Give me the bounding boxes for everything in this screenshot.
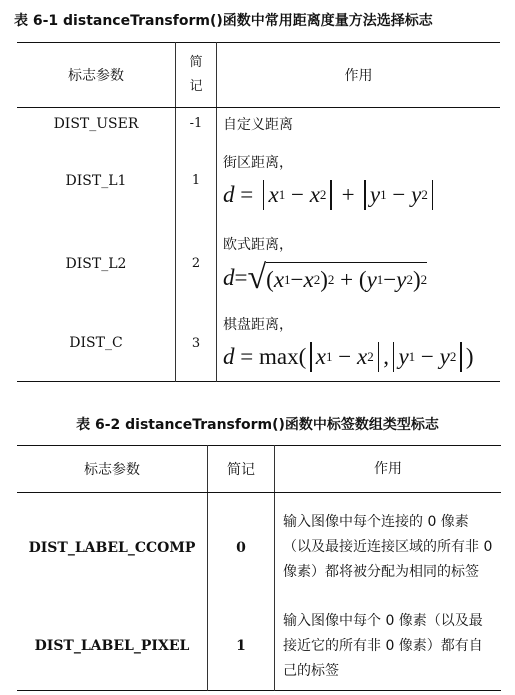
header-usage: 作用 [217,43,501,108]
flag-cell: DIST_LABEL_CCOMP [17,493,208,603]
usage-cell [217,306,501,382]
table-row [17,108,500,140]
flag-cell: DIST_USER [17,108,176,140]
abbr-cell: 1 [176,140,217,222]
table-row [17,306,500,382]
usage-text: 街区距离， [223,154,293,171]
distance-type-table [17,42,500,382]
usage-cell [217,140,501,222]
chessboard-formula: d = max ( x 1 − x 2 , y 1 − y 2 ) [223,342,500,372]
abbr-cell: 0 [208,493,275,603]
l2-formula: d = √ ( x 1 − x 2 ) 2 + ( y 1 − y 2 ) 2 [223,258,428,296]
table-header-row [17,43,500,108]
table2-caption: 表 6-2 distanceTransform()函数中标签数组类型标志 [76,417,439,433]
table-row [17,140,500,222]
table1-caption: 表 6-1 distanceTransform()函数中常用距离度量方法选择标志 [14,13,433,29]
table-header-row [17,446,501,493]
usage-text: 棋盘距离， [223,317,293,334]
usage-cell: 输入图像中每个 0 像素（以及最接近它的所有非 0 像素）都有自己的标签 [283,612,483,679]
abbr-cell: 2 [176,222,217,306]
flag-cell: DIST_LABEL_PIXEL [17,603,208,691]
header-flag: 标志参数 [17,446,208,493]
header-abbr [176,43,217,108]
abbr-cell: 1 [208,603,275,691]
flag-cell: DIST_L2 [17,222,176,306]
flag-cell: DIST_C [17,306,176,382]
label-type-table [17,445,501,691]
header-usage: 作用 [275,446,502,493]
usage-cell: 输入图像中每个连接的 0 像素（以及最接近连接区域的所有非 0 像素）都将被分配为相同的标签 [283,514,493,581]
flag-cell: DIST_L1 [17,140,176,222]
table-row [17,222,500,306]
table-row [17,603,501,691]
abbr-cell: -1 [176,108,217,140]
usage-cell [217,222,501,306]
usage-text: 欧式距离， [223,237,293,253]
usage-cell: 自定义距离 [223,116,293,133]
header-abbr: 简记 [208,446,275,493]
l1-formula: d = x 1 − x 2 + y 1 − y 2 [223,180,500,210]
header-flag: 标志参数 [17,43,176,108]
table-row [17,493,501,603]
header-abbr-text: 简记 [189,55,203,94]
abbr-cell: 3 [176,306,217,382]
